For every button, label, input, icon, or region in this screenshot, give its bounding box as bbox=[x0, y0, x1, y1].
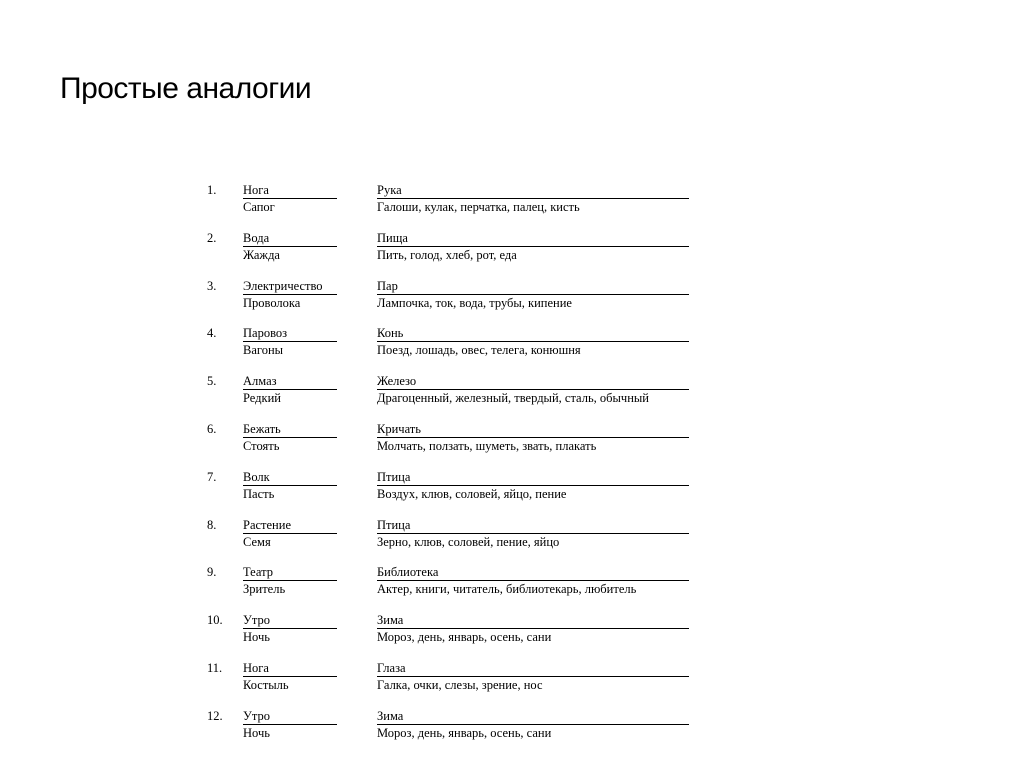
item-number: 12. bbox=[207, 708, 223, 723]
source-word: Нога bbox=[243, 660, 337, 677]
source-word: Утро bbox=[243, 612, 337, 629]
source-word: Утро bbox=[243, 708, 337, 725]
source-pair-word: Стоять bbox=[243, 438, 280, 453]
source-pair-word: Костыль bbox=[243, 677, 289, 692]
analogy-item bbox=[207, 612, 697, 660]
item-number: 5. bbox=[207, 374, 217, 389]
source-pair-word: Ночь bbox=[243, 725, 270, 740]
target-word: Зима bbox=[377, 612, 689, 629]
answer-options: Галка, очки, слезы, зрение, нос bbox=[377, 677, 543, 692]
item-number: 11. bbox=[207, 660, 223, 675]
analogy-item bbox=[207, 182, 697, 230]
item-number: 9. bbox=[207, 565, 217, 580]
source-pair-word: Редкий bbox=[243, 391, 281, 406]
source-word: Алмаз bbox=[243, 373, 337, 390]
source-word: Волк bbox=[243, 469, 337, 486]
analogy-item bbox=[207, 230, 697, 278]
answer-options: Лампочка, ток, вода, трубы, кипение bbox=[377, 295, 572, 310]
answer-options: Галоши, кулак, перчатка, палец, кисть bbox=[377, 200, 580, 214]
target-word: Птица bbox=[377, 517, 689, 534]
target-word: Библиотека bbox=[377, 564, 689, 581]
source-pair-word: Зритель bbox=[243, 582, 286, 597]
source-pair-word: Вагоны bbox=[243, 343, 284, 358]
source-word: Бежать bbox=[243, 421, 337, 438]
item-number: 6. bbox=[207, 421, 217, 436]
source-word: Электричество bbox=[243, 278, 337, 295]
target-word: Зима bbox=[377, 708, 689, 725]
source-word: Театр bbox=[243, 564, 337, 581]
target-word: Конь bbox=[377, 325, 689, 342]
item-number: 2. bbox=[207, 230, 217, 245]
target-word: Рука bbox=[377, 182, 689, 199]
analogy-item bbox=[207, 564, 697, 612]
answer-options: Драгоценный, железный, твердый, сталь, обычный bbox=[377, 391, 649, 406]
analogy-list bbox=[207, 182, 697, 756]
target-word: Кричать bbox=[377, 421, 689, 438]
answer-options: Молчать, ползать, шуметь, звать, плакать bbox=[377, 438, 597, 453]
target-word: Пища bbox=[377, 230, 689, 247]
analogy-item bbox=[207, 373, 697, 421]
target-word: Пар bbox=[377, 278, 689, 295]
item-number: 10. bbox=[207, 613, 223, 628]
page-title: Простые аналогии bbox=[60, 72, 312, 105]
item-number: 4. bbox=[207, 326, 217, 341]
analogy-item bbox=[207, 708, 697, 756]
answer-options: Воздух, клюв, соловей, яйцо, пение bbox=[377, 486, 567, 501]
target-word: Птица bbox=[377, 469, 689, 486]
answer-options: Зерно, клюв, соловей, пение, яйцо bbox=[377, 534, 560, 549]
item-number: 3. bbox=[207, 278, 217, 293]
analogy-item bbox=[207, 278, 697, 326]
answer-options: Мороз, день, январь, осень, сани bbox=[377, 725, 552, 740]
source-word: Растение bbox=[243, 517, 337, 534]
answer-options: Актер, книги, читатель, библиотекарь, любитель bbox=[377, 582, 637, 597]
source-pair-word: Проволока bbox=[243, 295, 301, 310]
item-number: 1. bbox=[207, 183, 217, 197]
source-word: Вода bbox=[243, 230, 337, 247]
analogy-item bbox=[207, 469, 697, 517]
item-number: 7. bbox=[207, 469, 217, 484]
target-word: Железо bbox=[377, 373, 689, 390]
answer-options: Поезд, лошадь, овес, телега, конюшня bbox=[377, 343, 581, 358]
source-pair-word: Семя bbox=[243, 534, 271, 549]
source-pair-word: Пасть bbox=[243, 486, 275, 501]
item-number: 8. bbox=[207, 517, 217, 532]
source-pair-word: Жажда bbox=[243, 247, 280, 262]
target-word: Глаза bbox=[377, 660, 689, 677]
answer-options: Пить, голод, хлеб, рот, еда bbox=[377, 247, 517, 262]
analogy-item bbox=[207, 660, 697, 708]
analogy-item bbox=[207, 325, 697, 373]
analogy-item bbox=[207, 517, 697, 565]
source-word: Нога bbox=[243, 182, 337, 199]
source-pair-word: Сапог bbox=[243, 200, 275, 214]
source-word: Паровоз bbox=[243, 325, 337, 342]
source-pair-word: Ночь bbox=[243, 630, 270, 645]
analogy-item bbox=[207, 421, 697, 469]
answer-options: Мороз, день, январь, осень, сани bbox=[377, 630, 552, 645]
